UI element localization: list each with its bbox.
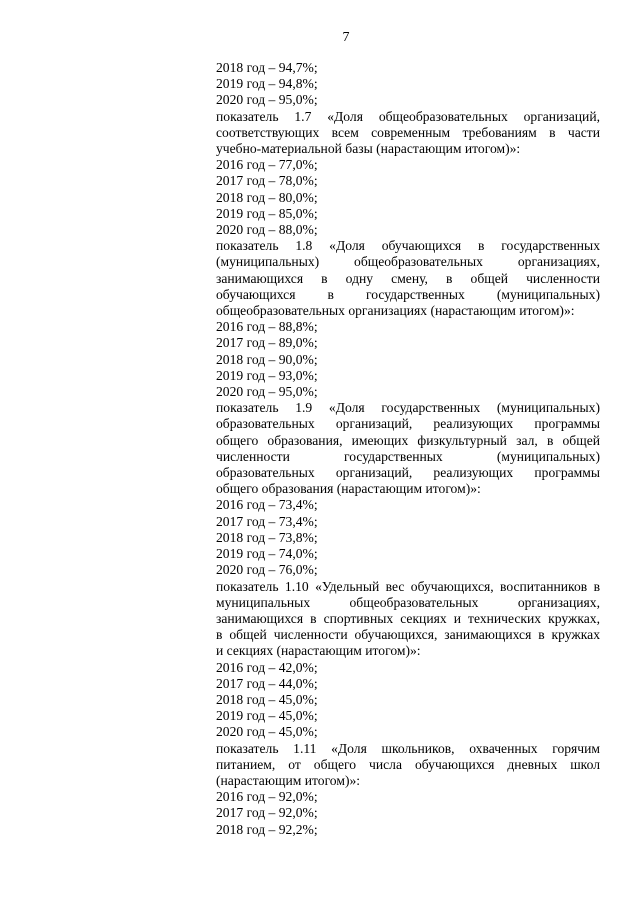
yearly-value-line: 2020 год – 76,0%; [216, 562, 318, 578]
indicator-paragraph [216, 579, 600, 660]
indicator-text-line: муниципальных общеобразовательных организациях, [216, 594, 600, 610]
document-body [216, 60, 600, 838]
indicator-text-line: образовательных организаций, реализующих программы [216, 465, 600, 481]
yearly-value-line: 2019 год – 74,0%; [216, 546, 318, 562]
yearly-value-line: 2018 год – 45,0%; [216, 691, 318, 707]
yearly-value-line: 2019 год – 93,0%; [216, 367, 318, 383]
indicator-text-line: питанием, от общего числа обучающихся дневных школ [216, 756, 600, 772]
yearly-value-line: 2017 год – 78,0%; [216, 173, 318, 189]
indicator-paragraph [216, 109, 600, 158]
page-number: 7 [342, 30, 350, 45]
yearly-value-line: 2017 год – 73,4%; [216, 513, 318, 529]
yearly-value-line: 2019 год – 94,8%; [216, 76, 318, 92]
indicator-text-line: показатель 1.9 «Доля государственных (муниципальных) [216, 400, 600, 416]
indicator-text-line: показатель 1.8 «Доля обучающихся в государственных [216, 238, 600, 254]
indicator-text-line: обучающихся в государственных (муниципальных) [216, 286, 600, 302]
yearly-value-line: 2016 год – 88,8%; [216, 319, 318, 335]
yearly-value-line: 2018 год – 90,0%; [216, 351, 318, 367]
indicator-paragraph [216, 400, 600, 497]
indicator-text-line: (нарастающим итогом)»: [216, 772, 361, 788]
yearly-value-line: 2018 год – 94,7%; [216, 60, 318, 75]
indicator-text-line: общего образования, имеющих физкультурный зал, в общей [216, 432, 600, 448]
yearly-value-line: 2018 год – 92,2%; [216, 821, 318, 837]
yearly-value-line: 2017 год – 44,0%; [216, 675, 318, 691]
indicator-text-line: занимающихся в спортивных секциях и технических кружках, [216, 610, 600, 626]
yearly-value-line: 2017 год – 92,0%; [216, 805, 318, 821]
yearly-value-line: 2016 год – 42,0%; [216, 659, 318, 675]
yearly-value-line: 2016 год – 73,4%; [216, 497, 318, 513]
yearly-value-line: 2016 год – 92,0%; [216, 789, 318, 805]
indicator-text-line: показатель 1.11 «Доля школьников, охваченных горячим [216, 740, 600, 756]
yearly-value-line: 2018 год – 73,8%; [216, 529, 318, 545]
indicator-text-line: в общей численности обучающихся, занимающихся в кружках [216, 627, 600, 643]
indicator-text-line: занимающихся в одну смену, в общей численности [216, 270, 600, 286]
indicator-text-line: численности государственных (муниципальных) [216, 448, 600, 464]
indicator-text-line: показатель 1.7 «Доля общеобразовательных организаций, [216, 108, 600, 124]
yearly-value-line: 2020 год – 95,0%; [216, 92, 318, 108]
yearly-value-line: 2020 год – 88,0%; [216, 222, 318, 238]
indicator-text-line: показатель 1.10 «Удельный вес обучающихся, воспитанников в [216, 578, 600, 594]
indicator-text-line: образовательных организаций, реализующих программы [216, 416, 600, 432]
indicator-text-line: учебно-материальной базы (нарастающим итогом)»: [216, 141, 521, 157]
yearly-value-line: 2016 год – 77,0%; [216, 157, 318, 173]
indicator-text-line: общеобразовательных организациях (нарастающим итогом)»: [216, 303, 575, 319]
yearly-value-line: 2020 год – 45,0%; [216, 724, 318, 740]
indicator-text-line: и секциях (нарастающим итогом)»: [216, 643, 421, 659]
indicator-paragraph [216, 238, 600, 319]
yearly-value-line: 2020 год – 95,0%; [216, 384, 318, 400]
indicator-text-line: соответствующих всем современным требованиям в части [216, 124, 600, 140]
indicator-paragraph [216, 741, 600, 790]
yearly-value-line: 2019 год – 85,0%; [216, 205, 318, 221]
indicator-text-line: (муниципальных) общеобразовательных организациях, [216, 254, 600, 270]
yearly-value-line: 2018 год – 80,0%; [216, 189, 318, 205]
yearly-value-line: 2019 год – 45,0%; [216, 708, 318, 724]
indicator-text-line: общего образования (нарастающим итогом)»: [216, 481, 481, 497]
yearly-value-line: 2017 год – 89,0%; [216, 335, 318, 351]
